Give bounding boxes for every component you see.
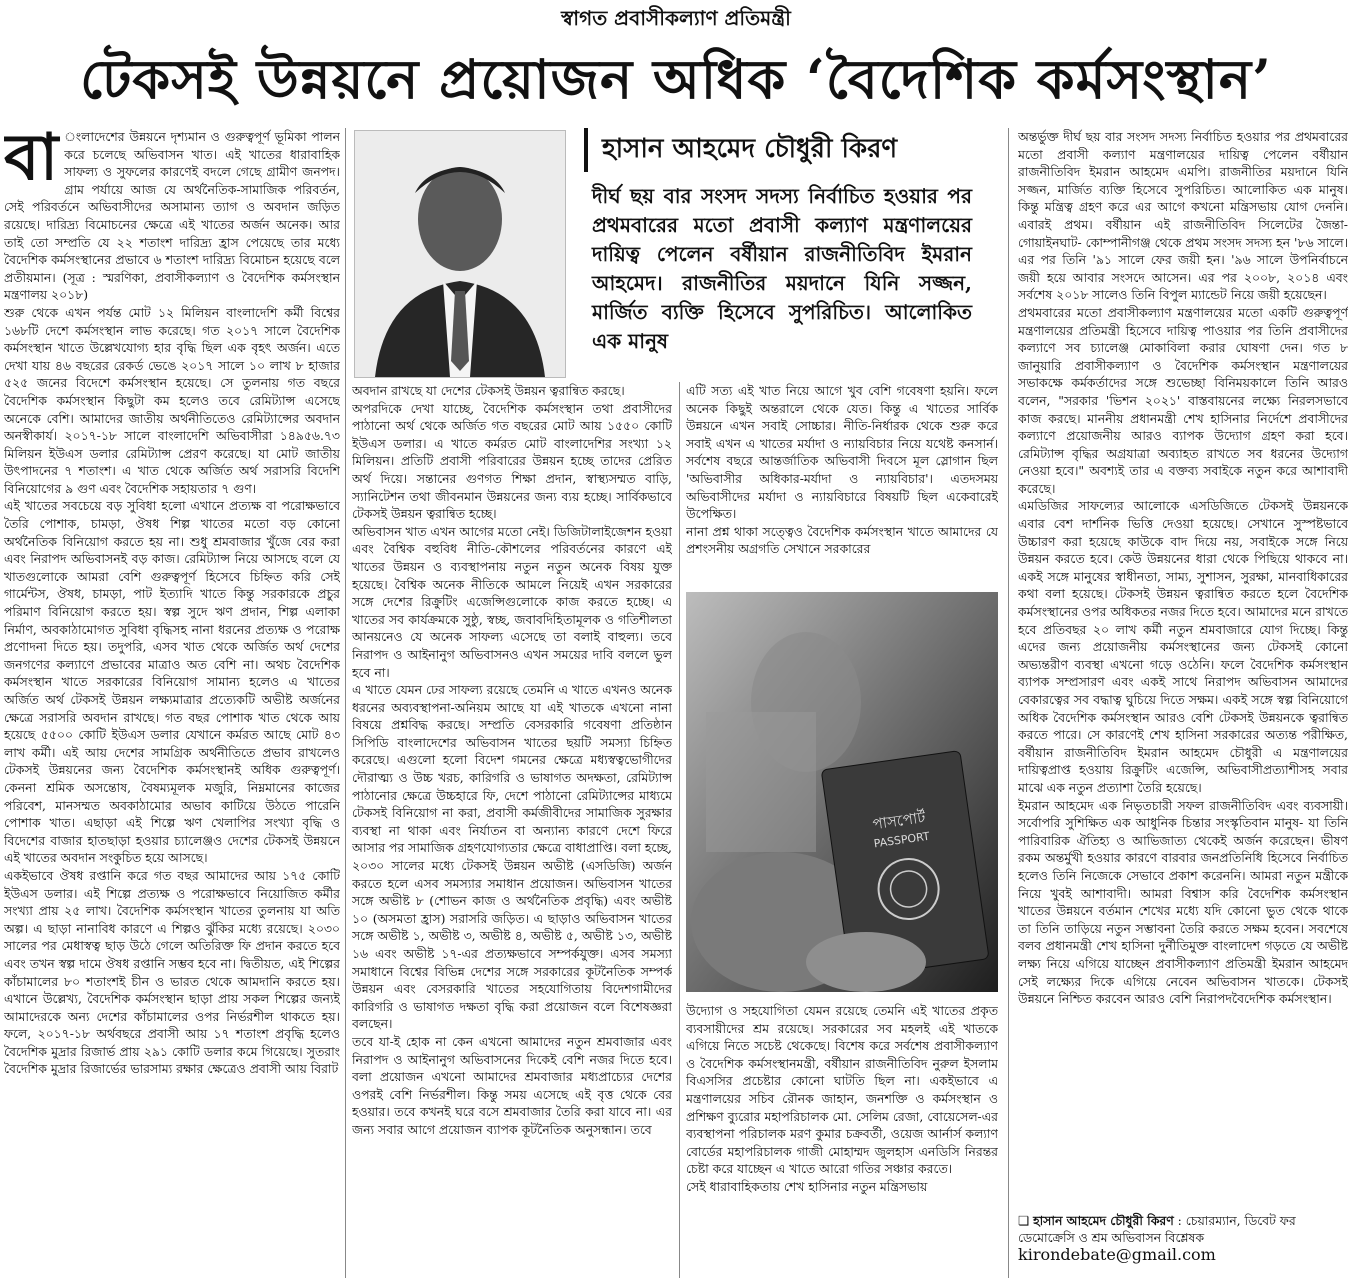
intro-deck: দীর্ঘ ছয় বার সংসদ সদস্য নির্বাচিত হওয়ার পর প্রথমবারের মতো প্রবাসী কল্যাণ মন্ত্রণালয়ের দায়িত্ব পেলেন বর্ষীয়ান রাজনীতিবিদ ইমরান আহমেদ। রাজনীতির ময়দানে যিনি সজ্জন, মার্জিত ব্যক্তি হিসেবে সুপরিচিত। আলোকিত এক মানুষ [592, 184, 972, 353]
author-portrait [354, 130, 566, 378]
column-3-bottom [686, 1002, 998, 1278]
byline: হাসান আহমেদ চৌধুরী কিরণ [584, 128, 1002, 172]
paragraph: শুরু থেকে এখন পর্যন্ত মোট ১২ মিলিয়ন বাংলাদেশি কর্মী বিশ্বের ১৬৮টি দেশে কর্মসংস্থান লাভ করেছে। গত ২০১৭ সালে বৈদেশিক কর্মসংস্থান খাতে উল্লেখযোগ্য হার বৃদ্ধি ছিল এক বৃহৎ অর্জন। এতে দেখা যায় ৪৬ বছরের রেকর্ড ভেঙে ২০১৭ সালে ১০ লাখ ৮ হাজার ৫২৫ জনের বিদেশে কর্মসংস্থান হয়েছে। সে তুলনায় গত বছরে বৈদেশিক কর্মসংস্থান কিছুটা কম হলেও তবে রেমিট্যান্স এসেছে অনেকে বেশি। আমাদের জাতীয় অর্থনীতিতেও রেমিট্যান্সের অবদান অনস্বীকার্য। ২০১৭-১৮ সালে বাংলাদেশি অভিবাসীরা ১৪৯৫৬.৭৩ মিলিয়ন ইউএস ডলার রেমিট্যান্স প্রেরণ করেছে। যা মোট জাতীয় উৎপাদনের ৭ শতাংশ। এ খাত থেকে অর্জিত অর্থ সরাসরি বিদেশি বিনিয়োগের ৯ গুণ এবং বৈদেশিক সহায়তার ৭ গুণ। [4, 304, 340, 496]
paragraph: এই খাতের সবচেয়ে বড় সুবিধা হলো এখানে প্রত্যক্ষ বা পরোক্ষভাবে তৈরি পোশাক, চামড়া, ঔষধ শিল্প খাতের মতো বড় কোনো অর্থনৈতিক বিনিয়োগ করতে হয় না। শুধু শ্রমবাজার খুঁজে বের করা এবং নিরাপদ অভিবাসনই বড় কাজ। রেমিট্যান্স নিয়ে আসছে বলে যে খাতগুলোকে আমরা বেশি গুরুত্বপূর্ণ হিসেবে চিহ্নিত করি সেই গার্মেন্টস, ঔষধ, চামড়া, পাট ইত্যাদি খাতে কিন্তু সরকারকে প্রচুর পরিমাণ বিনিয়োগ করতে হয়। স্বল্প সুদে ঋণ প্রদান, শিল্প এলাকা নির্মাণ, অবকাঠামোগত সুবিধা বৃদ্ধিসহ নানা ধরনের প্রত্যক্ষ ও পরোক্ষ প্রণোদনা দিতে হয়। তদুপরি, এসব খাত থেকে অর্জিত অর্থ দেশের জনগণের কল্যাণে প্রভাবের মাত্রাও অত বেশি না। অথচ বৈদেশিক কর্মসংস্থান খাতে সরকারের বিনিয়োগ সামান্য হলেও এ খাতের অর্জিত অর্থ টেকসই উন্নয়ন লক্ষ্যমাত্রার প্রত্যেকটি অভীষ্ট অর্জনের ক্ষেত্রে সরাসরি অবদান রাখছে। গত বছর পোশাক খাত থেকে আয় হয়েছে ৫৫০০ কোটি ইউএস ডলার যেখানে কর্মরত আছে মোট ৪৩ লাখ কর্মী। এই আয় দেশের সামগ্রিক অর্থনীতিতে প্রভাব রাখলেও টেকসই উন্নয়নের জন্য বৈদেশিক কর্মসংস্থানই অধিক গুরুত্বপূর্ণ। কেননা শ্রমিক অসন্তোষ, বৈষম্যমূলক মজুরি, নিম্নমানের কাজের পরিবেশ, মানসম্মত অবকাঠামোর অভাব কাটিয়ে উঠতে পারেনি পোশাক খাত। এছাড়া এই শিল্পে ঋণ খেলাপির সংখ্যা বৃদ্ধি ও বিদেশের বাজার হাতছাড়া হওয়ার চ্যালেঞ্জও দেশের টেকসই উন্নয়নে এই খাতের অবদান সংকুচিত হয়ে আসছে। [4, 498, 340, 866]
paragraph: একইভাবে ঔষধ রপ্তানি করে গত বছর আমাদের আয় ১৭৫ কোটি ইউএস ডলার। এই শিল্পে প্রত্যক্ষ ও পরোক্ষভাবে নিয়োজিত কর্মীর সংখ্যা প্রায় ২৫ লাখ। বৈদেশিক কর্মসংস্থান খাতের তুলনায় যা অতি অল্প। এ ছাড়া নানাবিধ কারণে এ শিল্পও ঝুঁকির মধ্যে রয়েছে। ২০৩০ সালের পর মেধাস্বত্ব ছাড় উঠে গেলে অতিরিক্ত ফি প্রদান করতে হবে এবং তখন স্বল্প দামে ঔষধ রপ্তানি সম্ভব হবে না। দ্বিতীয়ত, এই শিল্পের কাঁচামালের ৮০ শতাংশই চীন ও ভারত থেকে আমদানি করতে হয়। এখানে উল্লেখ্য, বৈদেশিক কর্মসংস্থান ছাড়া প্রায় সকল শিল্পের জন্যই আমাদেরকে অন্য দেশের কাঁচামালের ওপর নির্ভরশীল থাকতে হয়। ফলে, ২০১৭-১৮ অর্থবছরে প্রবাসী আয় ১৭ শতাংশ প্রবৃদ্ধি হলেও বৈদেশিক মুদ্রার রিজার্ভ প্রায় ২৯১ কোটি ডলার কমে গিয়েছে। সুতরাং বৈদেশিক মুদ্রার রিজার্ভের ভারসাম্য রক্ষার ক্ষেত্রেও প্রবাসী আয় বিরাট [4, 867, 340, 1077]
footer-author-name: হাসান আহমেদ চৌধুরী কিরণ [1033, 1213, 1174, 1228]
passport-illustration [686, 592, 998, 992]
portrait-illustration [355, 131, 565, 377]
paragraph: এ খাতে যেমন ঢের সাফল্য রয়েছে তেমনি এ খাতে এখনও অনেক ধরনের অব্যবস্থাপনা-অনিয়ম আছে যা এই খাতকে এখনো নানা বিষয়ে প্রশ্নবিদ্ধ করছে। সম্প্রতি বেসরকারি গবেষণা প্রতিষ্ঠান সিপিডি বাংলাদেশের অভিবাসন খাতের ছয়টি সমস্যা চিহ্নিত করেছে। এগুলো হলো বিদেশ গমনের ক্ষেত্রে মধ্যস্বত্বভোগীদের দৌরাত্ম্য ও উচ্চ খরচ, কারিগরি ও ভাষাগত অদক্ষতা, রেমিট্যান্স পাঠানোর ক্ষেত্রে উচ্চহারে ফি, দেশে পাঠানো রেমিট্যান্সের মাধ্যমে টেকসই বিনিয়োগ না করা, প্রবাসী কর্মজীবীদের সামাজিক সুরক্ষার ব্যবস্থা না থাকা এবং নির্যাতন বা অন্যান্য কারণে দেশে ফিরে আসার পর সামাজিক গ্রহণযোগ্যতার ক্ষেত্রে বাধাপ্রাপ্তি। বলা হচ্ছে, ২০৩০ সালের মধ্যে টেকসই উন্নয়ন অভীষ্ট (এসডিজি) অর্জন করতে হলে এসব সমস্যার সমাধান প্রয়োজন। অভিবাসন খাতের সঙ্গে অভীষ্ট ৮ (শোভন কাজ ও অর্থনৈতিক প্রবৃদ্ধি) এবং অভীষ্ট ১০ (অসমতা হ্রাস) সরাসরি জড়িত। এ ছাড়াও অভিবাসন খাতের সঙ্গে অভীষ্ট ১, অভীষ্ট ৩, অভীষ্ট ৪, অভীষ্ট ৫, অভীষ্ট ১৩, অভীষ্ট ১৬ এবং অভীষ্ট ১৭-এর প্রত্যক্ষভাবে সম্পর্কযুক্ত। এসব সমস্যা সমাধানে বিশ্বের বিভিন্ন দেশের সঙ্গে সরকারের কূটনৈতিক সম্পর্ক উন্নয়ন এবং বেসরকারি খাতের সহযোগিতায় বিদেশগামীদের কারিগরি ও ভাষাগত দক্ষতা বৃদ্ধি করা প্রয়োজন বলে বিশেষজ্ঞরা বলছেন। [352, 682, 672, 1032]
column-rule [679, 382, 680, 1278]
paragraph: এমডিজির সাফল্যের আলোকে এসডিজিতে টেকসই উন্নয়নকে এবার বেশ দার্শনিক ভিত্তি দেওয়া হয়েছে। সেখানে সুস্পষ্টভাবে উচ্চারণ করা হয়েছে কাউকে বাদ দিয়ে নয়, সবাইকে সঙ্গে নিয়ে উন্নয়ন করতে হবে। কেউ উন্নয়নের ধারা থেকে পিছিয়ে থাকবে না। একই সঙ্গে মানুষের স্বাধীনতা, সাম্য, সুশাসন, সুরক্ষা, মানবাধিকারের কথা বলা হয়েছে। টেকসই উন্নয়ন ত্বরান্বিত করতে হলে বৈদেশিক কর্মসংস্থানের ওপর অধিকতর নজর দিতে হবে। আমাদের মনে রাখতে হবে প্রতিবছর ২০ লাখ কর্মী নতুন শ্রমবাজারে যোগ দিচ্ছে। কিন্তু এদের জন্য প্রয়োজনীয় কর্মসংস্থানের জন্য টেকসই কোনো অভ্যন্তরীণ ব্যবস্থা এখনো গড়ে ওঠেনি। ফলে বৈদেশিক কর্মসংস্থান ব্যাপক সম্প্রসারণ এবং একই সাথে নিরাপদ অভিবাসন আমাদের বেকারত্বের সব বদ্ধাত্ব ঘুচিয়ে দিতে সক্ষম। একই সঙ্গে স্বল্প বিনিয়োগে অধিক বৈদেশিক কর্মসংস্থান আরও বেশি টেকসই উন্নয়নকে ত্বরান্বিত করতে পারে। সে কারণেই শেখ হাসিনা সরকারের অত্যন্ত পরীক্ষিত, বর্ষীয়ান রাজনীতিবিদ ইমরান আহমেদ চৌধুরী এ মন্ত্রণালয়ের দায়িত্বপ্রাপ্ত হওয়ায় রিক্রুটিং এজেন্সি, অভিবাসীপ্রত্যাশীসহ সবার মাঝে এক নতুন প্রত্যাশা তৈরি হয়েছে। [1018, 498, 1348, 795]
column-rule [1008, 128, 1009, 1278]
paragraph: তবে যা-ই হোক না কেন এখনো আমাদের নতুন শ্রমবাজার এবং নিরাপদ ও আইনানুগ অভিবাসনের দিকেই বেশি নজর দিতে হবে। বলা প্রয়োজন এখনো আমাদের শ্রমবাজার মধ্যপ্রাচ্যের দেশের ওপরই বেশি নির্ভরশীল। কিন্তু সময় এসেছে এই বৃত্ত থেকে বের হওয়ার। তবে কখনই ঘরে বসে শ্রমবাজার তৈরি করা যাবে না। এর জন্য সবার আগে প্রয়োজন ব্যাপক কূটনৈতিক অনুসন্ধান। তবে [352, 1033, 672, 1137]
paragraph: অবদান রাখছে যা দেশের টেকসই উন্নয়ন ত্বরান্বিত করছে। [352, 383, 625, 398]
paragraph: এটি সত্য এই খাত নিয়ে আগে খুব বেশি গবেষণা হয়নি। ফলে অনেক কিছুই অন্তরালে থেকে যেত। কিন্তু এ খাতের সার্বিক উন্নয়নে এখন সবাই সোচ্চার। নীতি-নির্ধারক থেকে শুরু করে সবাই এখন এ খাতের মর্যাদা ও ন্যায়বিচার নিয়ে যথেষ্ট কনসার্ন। সর্বশেষ বছরে আন্তর্জাতিক অভিবাসী দিবসে মূল স্লোগান ছিল 'অভিবাসীর অধিকার-মর্যাদা ও ন্যায়বিচার'। এতদসময় অভিবাসীদের মর্যাদা ও ন্যায়বিচারে বিষয়টি ছিল একেবারেই উপেক্ষিত। [686, 383, 998, 522]
dropcap: বা [4, 128, 59, 195]
paragraph: ইমরান আহমেদ এক নিভৃতচারী সফল রাজনীতিবিদ এবং ব্যবসায়ী। সর্বোপরি সুশিক্ষিত এক আধুনিক চিন্তার সংস্কৃতিবান মানুষ- যা তিনি পারিবারিক ঐতিহ্য ও আভিজাত্য থেকেই অর্জন করেছেন। ভীষণ রকম অন্তর্মুখী হওয়ার কারণে বারবার জনপ্রতিনিধি হিসেবে নির্বাচিত হলেও তিনি নিজেকে সেভাবে প্রকাশ করেননি। আমরা নতুন মন্ত্রীকে নিয়ে খুবই আশাবাদী। আমরা বিশ্বাস করি বৈদেশিক কর্মসংস্থান খাতের উন্নয়নে বর্তমান শেখের মধ্যে যদি কোনো ভুত থেকে থাকে তা তিনি তাড়িয়ে নতুন সম্ভাবনা তৈরি করতে সক্ষম হবেন। সবশেষে বলব প্রধানমন্ত্রী শেখ হাসিনা দুর্নীতিমুক্ত বাংলাদেশ গড়তে যে অভীষ্ট লক্ষ্য নিয়ে এগিয়ে যাচ্ছেন প্রবাসীকল্যাণ প্রতিমন্ত্রী ইমরান আহমেদ সেই লক্ষ্যের দিকে এগিয়ে নেবেন অভিবাসন খাতকে। টেকসই উন্নয়নে নিশ্চিত করবেন আরও বেশি নিরাপদবৈদেশিক কর্মসংস্থান। [1018, 797, 1348, 1007]
paragraph: অভিবাসন খাত এখন আগের মতো নেই। ডিজিটালাইজেশন হওয়া এবং বৈশ্বিক বহুবিধ নীতি-কৌশলের পরিবর্তনের কারণে এই খাতের উন্নয়ন ও ব্যবস্থাপনায় নতুন নতুন অনেক বিষয় যুক্ত হয়েছে। বৈশ্বিক অনেক নীতিকে আমলে নিয়েই এখন সরকারের সঙ্গে দেশের রিক্রুটিং এজেন্সিগুলোকে কাজ করতে হচ্ছে। এ খাতের সব কার্যক্রমকে সুষ্ঠু, স্বচ্ছ, জবাবদিহিতামূলক ও গতিশীলতা আনয়নেও যে অনেক সাফল্য এসেছে তা বলাই বাহুল্য। তবে নিরাপদ ও আইনানুগ অভিবাসনও এখন সময়ের দাবি বললে ভুল হবে না। [352, 523, 672, 680]
paragraph: প্রথমবারের মতো প্রবাসীকল্যাণ মন্ত্রণালয়ের মতো একটি গুরুত্বপূর্ণ মন্ত্রণালয়ের প্রতিমন্ত্রী হিসেবে দায়িত্ব পাওয়ার পর তিনি প্রবাসীদের কল্যাণে সব চ্যালেঞ্জ মোকাবিলা করার ঘোষণা দেন। গত ৮ জানুয়ারি প্রবাসীকল্যাণ ও বৈদেশিক কর্মসংস্থান মন্ত্রণালয়ের সভাকক্ষে কর্মকর্তাদের সঙ্গে শুভেচ্ছা বিনিময়কালে তিনি আরও বলেন, "সরকার 'ভিশন ২০২১' বাস্তবায়নের লক্ষ্যে নিরলসভাবে কাজ করছে। মাননীয় প্রধানমন্ত্রী শেখ হাসিনার নির্দেশে প্রবাসীদের কল্যাণে প্রয়োজনীয় আরও ব্যাপক উদ্যোগ গ্রহণ করা হবে। রেমিট্যান্স বৃদ্ধির অগ্রযাত্রা অব্যাহত রাখতে সব ধরনের উদ্যোগ নেওয়া হবে।" অবশ্যই তার এ বক্তব্য সবাইকে নতুন করে আশাবাদী করেছে। [1018, 304, 1348, 496]
paragraph: নানা প্রশ্ন থাকা সত্ত্বেও বৈদেশিক কর্মসংস্থান খাতে আমাদের যে প্রশংসনীয় অগ্রগতি সেখানে সরকারের [686, 523, 998, 557]
passport-title: পাসপোর্ট [871, 808, 927, 834]
column-2 [352, 382, 672, 1278]
paragraph: অন্তর্ভুক্ত দীর্ঘ ছয় বার সংসদ সদস্য নির্বাচিত হওয়ার পর প্রথমবারের মতো প্রবাসী কল্যাণ মন্ত্রণালয়ের দায়িত্ব পেলেন বর্ষীয়ান রাজনীতিবিদ ইমরান আহমেদ এমপি। রাজনীতির ময়দানে যিনি সজ্জন, মার্জিত ব্যক্তি হিসেবে সুপরিচিত। আলোকিত এক মানুষ। কিন্তু মন্ত্রিত্ব গ্রহণ করে এর আগে কখনো মন্ত্রিসভায় যোগ দেননি। এবারই প্রথম। বর্ষীয়ান এই রাজনীতিবিদ সিলেটের জৈন্তা- গোয়াইনঘাট- কোম্পানীগঞ্জ থেকে প্রথম সংসদ সদস্য হন '৮৬ সালে। এর পর তিনি '৯১ সালে ফের জয়ী হন। '৯৬ সালে উপনির্বাচনে জয়ী হয়ে আবার সংসদে আসেন। এর পর ২০০৮, ২০১৪ এবং সর্বশেষ ২০১৮ সালেও তিনি বিপুল ম্যান্ডেট নিয়ে জয়ী হয়েছেন। [1018, 129, 1348, 303]
column-1 [4, 128, 340, 1278]
author-email-link[interactable]: kirondebate@gmail.com [1018, 1245, 1216, 1264]
paragraph: অপরদিকে দেখা যাচ্ছে, বৈদেশিক কর্মসংস্থান তথা প্রবাসীদের পাঠানো অর্থ থেকে অর্জিত গত বছরের মোট আয় ১৫৫০ কোটি ইউএস ডলার। এ খাতে কর্মরত মোট বাংলাদেশির সংখ্যা ১২ মিলিয়ন। প্রতিটি প্রবাসী পরিবারের উন্নয়ন হচ্ছে তাদের প্রেরিত অর্থ দিয়ে। সন্তানের গুণগত শিক্ষা প্রদান, স্বাস্থ্যসম্মত বাড়ি, স্যানিটেশন তথা জীবনমান উন্নয়নের জন্য ব্যয় হচ্ছে। সার্বিকভাবে টেকসই উন্নয়ন ত্বরান্বিত হচ্ছে। [352, 400, 672, 522]
footer-author-title: : চেয়ারম্যান, ডিবেট ফর ডেমোক্রেসি ও শ্রম অভিবাসন বিশ্লেষক [1018, 1213, 1296, 1245]
column-4 [1018, 128, 1348, 1188]
square-bullet-icon: ❏ [1018, 1213, 1030, 1228]
paragraph: ংলাদেশের উন্নয়নে দৃশ্যমান ও গুরুত্বপূর্ণ ভূমিকা পালন করে চলেছে অভিবাসন খাত। এই খাতের ধারাবাহিক সাফল্য ও সুফলের কারণেই বদলে গেছে গ্রামীণ জনপদ। গ্রাম পর্যায়ে আজ যে অর্থনৈতিক-সামাজিক পরিবর্তন, সেই পরিবর্তনে অভিবাসীদের অসামান্য ত্যাগ ও অবদান জড়িত রয়েছে। দারিদ্র্য বিমোচনের ক্ষেত্রে এই খাতের অর্জন অনেক। আর তাই তো সম্প্রতি যে ২২ শতাংশ দারিদ্র্য হ্রাস পেয়েছে তার মধ্যে বৈদেশিক কর্মসংস্থানের প্রভাবে ৬ শতাংশ দারিদ্র্য বিমোচন হয়েছে বলে প্রতীয়মান। (সূত্র : স্মরণিকা, প্রবাসীকল্যাণ ও বৈদেশিক কর্মসংস্থান মন্ত্রণালয় ২০১৮) [4, 129, 340, 303]
passport-photo [686, 592, 998, 992]
column-rule [345, 128, 346, 1278]
headline: টেকসই উন্নয়নে প্রয়োজন অধিক ‘বৈদেশিক কর্মসংস্থান’ [80, 47, 1272, 111]
author-footer [1018, 1212, 1348, 1263]
passport-title-en: PASSPORT [872, 829, 931, 851]
kicker: স্বাগত প্রবাসীকল্যাণ প্রতিমন্ত্রী [561, 6, 791, 30]
paragraph: সেই ধারাবাহিকতায় শেখ হাসিনার নতুন মন্ত্রিসভায় [686, 1178, 928, 1194]
column-3-top [686, 382, 998, 576]
paragraph: উদ্যোগ ও সহযোগিতা যেমন রয়েছে তেমনি এই খাতের প্রকৃত ব্যবসায়ীদের শ্রম রয়েছে। সরকারের সব মহলই এই খাতকে এগিয়ে নিতে সচেষ্ট থেকেছে। বিশেষ করে সর্বশেষ প্রবাসীকল্যাণ ও বৈদেশিক কর্মসংস্থানমন্ত্রী, বর্ষীয়ান রাজনীতিবিদ নুরুল ইসলাম বিএসসির প্রচেষ্টার কোনো ঘাটতি ছিল না। একইভাবে এ মন্ত্রণালয়ের সচিব রৌনক জাহান, জনশক্তি ও কর্মসংস্থান ও প্রশিক্ষণ ব্যুরোর মহাপরিচালক মো. সেলিম রেজা, বোয়েসেল-এর ব্যবস্থাপনা পরিচালক মরণ কুমার চক্রবর্তী, ওয়েজ আর্নার্স কল্যাণ বোর্ডের মহাপরিচালক গাজী মোহাম্মদ জুলহাস এনডিসি নিরন্তর চেষ্টা করে যাচ্ছেন এ খাতে আরো গতির সঞ্চার করতে। [686, 1003, 998, 1177]
